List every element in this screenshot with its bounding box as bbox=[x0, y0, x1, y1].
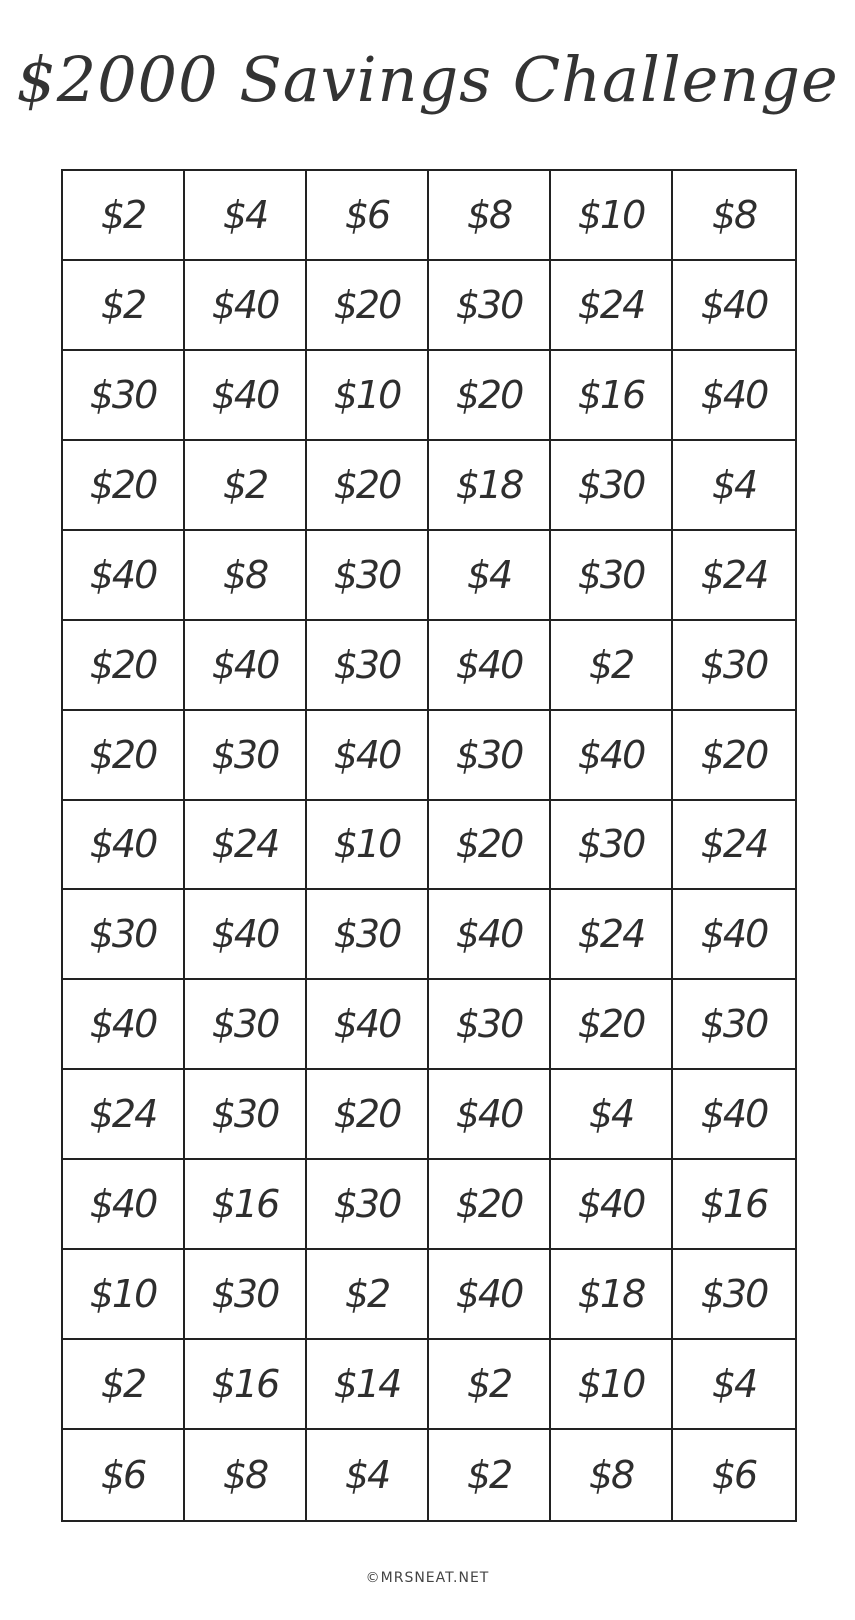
savings-cell[interactable]: $4 bbox=[429, 531, 551, 621]
savings-cell[interactable]: $30 bbox=[185, 980, 307, 1070]
savings-cell[interactable]: $30 bbox=[63, 351, 185, 441]
savings-cell[interactable]: $40 bbox=[673, 1070, 795, 1160]
savings-cell[interactable]: $30 bbox=[185, 711, 307, 801]
savings-cell[interactable]: $6 bbox=[307, 171, 429, 261]
savings-cell[interactable]: $30 bbox=[551, 441, 673, 531]
savings-cell[interactable]: $20 bbox=[307, 441, 429, 531]
savings-cell[interactable]: $40 bbox=[63, 801, 185, 891]
savings-cell[interactable]: $8 bbox=[185, 1430, 307, 1520]
savings-cell[interactable]: $24 bbox=[551, 261, 673, 351]
savings-cell[interactable]: $40 bbox=[63, 531, 185, 621]
savings-cell[interactable]: $20 bbox=[307, 261, 429, 351]
savings-cell[interactable]: $10 bbox=[307, 351, 429, 441]
savings-cell[interactable]: $6 bbox=[63, 1430, 185, 1520]
savings-cell[interactable]: $2 bbox=[185, 441, 307, 531]
savings-cell[interactable]: $4 bbox=[185, 171, 307, 261]
savings-cell[interactable]: $40 bbox=[429, 621, 551, 711]
savings-cell[interactable]: $40 bbox=[185, 261, 307, 351]
savings-cell[interactable]: $24 bbox=[551, 890, 673, 980]
savings-cell[interactable]: $20 bbox=[551, 980, 673, 1070]
savings-cell[interactable]: $30 bbox=[307, 531, 429, 621]
savings-cell[interactable]: $18 bbox=[429, 441, 551, 531]
savings-cell[interactable]: $10 bbox=[63, 1250, 185, 1340]
savings-cell[interactable]: $30 bbox=[551, 531, 673, 621]
savings-cell[interactable]: $40 bbox=[185, 621, 307, 711]
savings-cell[interactable]: $30 bbox=[429, 980, 551, 1070]
savings-cell[interactable]: $6 bbox=[711, 1453, 757, 1498]
savings-cell[interactable]: $30 bbox=[307, 1160, 429, 1250]
savings-cell[interactable]: $24 bbox=[673, 531, 795, 621]
savings-cell[interactable]: $4 bbox=[673, 1340, 795, 1430]
savings-cell[interactable]: $40 bbox=[429, 890, 551, 980]
savings-cell[interactable]: $30 bbox=[307, 621, 429, 711]
savings-cell[interactable]: $10 bbox=[551, 171, 673, 261]
savings-cell[interactable]: $20 bbox=[307, 1070, 429, 1160]
savings-cell[interactable]: $40 bbox=[185, 351, 307, 441]
savings-cell[interactable]: $16 bbox=[185, 1340, 307, 1430]
savings-cell[interactable]: $20 bbox=[63, 711, 185, 801]
savings-cell[interactable]: $40 bbox=[551, 711, 673, 801]
savings-cell[interactable]: $2 bbox=[63, 261, 185, 351]
savings-cell[interactable]: $30 bbox=[673, 621, 795, 711]
savings-cell[interactable]: $2 bbox=[429, 1340, 551, 1430]
savings-cell[interactable]: $30 bbox=[307, 890, 429, 980]
savings-cell[interactable]: $40 bbox=[673, 261, 795, 351]
savings-cell[interactable]: $2 bbox=[307, 1250, 429, 1340]
savings-cell[interactable]: $30 bbox=[185, 1250, 307, 1340]
savings-cell[interactable]: $10 bbox=[307, 801, 429, 891]
savings-cell[interactable]: $30 bbox=[551, 801, 673, 891]
savings-cell[interactable]: $20 bbox=[429, 1160, 551, 1250]
savings-cell[interactable]: $20 bbox=[63, 441, 185, 531]
savings-cell[interactable]: $40 bbox=[673, 890, 795, 980]
savings-cell[interactable]: $30 bbox=[673, 1250, 795, 1340]
page-title: $2000 Savings Challenge bbox=[16, 43, 839, 116]
savings-cell[interactable]: $4 bbox=[551, 1070, 673, 1160]
savings-cell[interactable]: $40 bbox=[63, 1160, 185, 1250]
savings-cell[interactable]: $16 bbox=[185, 1160, 307, 1250]
footer-credit: ©MRSNEAT.NET bbox=[365, 1570, 490, 1586]
savings-cell[interactable]: $24 bbox=[63, 1070, 185, 1160]
savings-cell[interactable]: $16 bbox=[551, 351, 673, 441]
savings-grid bbox=[61, 169, 797, 1522]
savings-cell[interactable]: $2 bbox=[63, 171, 185, 261]
savings-cell[interactable]: $20 bbox=[63, 621, 185, 711]
savings-cell[interactable]: $40 bbox=[185, 890, 307, 980]
savings-cell[interactable]: $30 bbox=[63, 890, 185, 980]
savings-cell[interactable]: $30 bbox=[185, 1070, 307, 1160]
savings-cell[interactable]: $16 bbox=[673, 1160, 795, 1250]
savings-cell[interactable]: $40 bbox=[307, 980, 429, 1070]
savings-cell[interactable]: $40 bbox=[429, 1250, 551, 1340]
savings-cell[interactable]: $8 bbox=[429, 171, 551, 261]
savings-cell[interactable]: $20 bbox=[673, 711, 795, 801]
savings-cell[interactable]: $2 bbox=[551, 621, 673, 711]
savings-cell[interactable]: $40 bbox=[63, 980, 185, 1070]
savings-cell[interactable]: $30 bbox=[429, 261, 551, 351]
savings-cell[interactable]: $40 bbox=[307, 711, 429, 801]
savings-cell[interactable]: $14 bbox=[307, 1340, 429, 1430]
savings-cell[interactable]: $30 bbox=[429, 711, 551, 801]
savings-cell[interactable]: $40 bbox=[551, 1160, 673, 1250]
savings-cell[interactable]: $10 bbox=[551, 1340, 673, 1430]
savings-cell[interactable]: $24 bbox=[185, 801, 307, 891]
savings-cell[interactable]: $18 bbox=[551, 1250, 673, 1340]
savings-cell[interactable]: $20 bbox=[429, 351, 551, 441]
savings-cell[interactable]: $8 bbox=[185, 531, 307, 621]
savings-cell[interactable]: $20 bbox=[429, 801, 551, 891]
savings-cell[interactable]: $4 bbox=[307, 1430, 429, 1520]
savings-cell[interactable]: $2 bbox=[63, 1340, 185, 1430]
savings-cell[interactable]: $2 bbox=[429, 1430, 551, 1520]
savings-cell[interactable]: $40 bbox=[673, 351, 795, 441]
savings-cell[interactable]: $40 bbox=[429, 1070, 551, 1160]
savings-cell[interactable]: $4 bbox=[673, 441, 795, 531]
savings-cell[interactable]: $8 bbox=[551, 1430, 673, 1520]
savings-cell[interactable]: $8 bbox=[673, 171, 795, 261]
savings-cell[interactable]: $24 bbox=[673, 801, 795, 891]
savings-cell[interactable]: $30 bbox=[673, 980, 795, 1070]
